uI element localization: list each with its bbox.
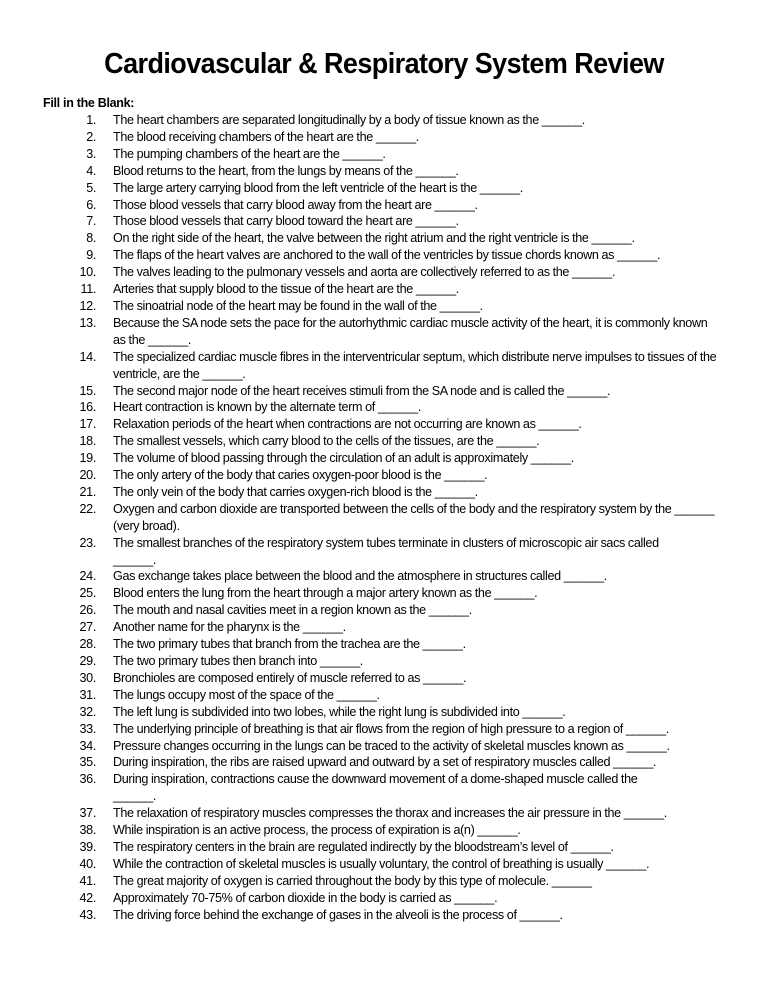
question-item <box>0 163 768 180</box>
question-item <box>0 822 768 839</box>
question-item <box>0 383 768 400</box>
question-item <box>0 687 768 704</box>
question-item <box>0 636 768 653</box>
question-item <box>0 501 768 535</box>
question-number: 16. <box>79 400 96 415</box>
question-item <box>0 433 768 450</box>
question-item <box>0 129 768 146</box>
question-item <box>0 670 768 687</box>
question-text: The driving force behind the exchange of gases in the alveoli is the process of ______. <box>113 907 563 922</box>
question-item <box>0 704 768 721</box>
question-number: 30. <box>79 670 96 685</box>
question-number: 40. <box>79 856 96 871</box>
question-number: 10. <box>79 265 96 280</box>
question-item <box>0 180 768 197</box>
question-number: 43. <box>79 907 96 922</box>
question-item <box>0 416 768 433</box>
question-item <box>0 805 768 822</box>
question-number: 14. <box>79 349 96 364</box>
question-item <box>0 315 768 349</box>
question-continuation: ______. <box>113 552 157 567</box>
question-number: 15. <box>79 383 96 398</box>
question-text: The volume of blood passing through the circulation of an adult is approximately ______. <box>113 451 574 466</box>
question-number: 39. <box>79 839 96 854</box>
question-text: The great majority of oxygen is carried throughout the body by this type of molecule. ______ <box>113 873 592 888</box>
question-text: Another name for the pharynx is the ______. <box>113 620 346 635</box>
question-number: 3. <box>86 146 96 161</box>
question-text: During inspiration, the ribs are raised upward and outward by a set of respiratory muscles called ______. <box>113 755 657 770</box>
question-text: The left lung is subdivided into two lobes, while the right lung is subdivided into ______. <box>113 704 566 719</box>
question-item <box>0 197 768 214</box>
question-item <box>0 873 768 890</box>
question-item <box>0 467 768 484</box>
question-item <box>0 721 768 738</box>
question-item <box>0 839 768 856</box>
question-text: The specialized cardiac muscle fibres in the interventricular septum, which distribute nerve impulses to tissues of the ventricle, are the ______. <box>113 349 717 381</box>
question-text: While inspiration is an active process, the process of expiration is a(n) ______. <box>113 823 521 838</box>
section-label: Fill in the Blank: <box>43 96 135 110</box>
question-text: The smallest branches of the respiratory system tubes terminate in clusters of microscopic air sacs called <box>113 535 659 550</box>
question-text: Arteries that supply blood to the tissue of the heart are the ______. <box>113 282 459 297</box>
question-item <box>0 281 768 298</box>
question-text: On the right side of the heart, the valve between the right atrium and the right ventricle is the ______. <box>113 231 635 246</box>
question-number: 1. <box>86 113 96 127</box>
question-item <box>0 653 768 670</box>
question-item <box>0 230 768 247</box>
question-number: 31. <box>79 687 96 702</box>
question-number: 17. <box>79 417 96 432</box>
question-item <box>0 247 768 264</box>
question-item <box>0 112 768 129</box>
question-number: 35. <box>79 755 96 770</box>
question-number: 27. <box>79 620 96 635</box>
question-number: 36. <box>79 772 96 787</box>
question-number: 23. <box>79 535 96 550</box>
question-item <box>0 754 768 771</box>
question-text: Heart contraction is known by the alternate term of ______. <box>113 400 421 415</box>
question-item <box>0 264 768 281</box>
question-item <box>0 298 768 315</box>
question-number: 12. <box>79 298 96 313</box>
question-number: 18. <box>79 434 96 449</box>
question-text: Oxygen and carbon dioxide are transported between the cells of the body and the respiratory system by the ______ (very broad). <box>113 501 715 533</box>
question-text: The mouth and nasal cavities meet in a region known as the ______. <box>113 603 472 618</box>
question-text: While the contraction of skeletal muscles is usually voluntary, the control of breathing is usually ______. <box>113 856 650 871</box>
question-text: Approximately 70-75% of carbon dioxide in the body is carried as ______. <box>113 890 498 905</box>
question-text: The respiratory centers in the brain are regulated indirectly by the bloodstream’s level of ______. <box>113 839 614 854</box>
question-number: 24. <box>79 569 96 584</box>
question-continuation: ______. <box>113 789 157 804</box>
question-number: 20. <box>79 468 96 483</box>
question-number: 13. <box>79 315 96 330</box>
question-text: Relaxation periods of the heart when contractions are not occurring are known as ______. <box>113 417 582 432</box>
question-item <box>0 450 768 467</box>
question-item <box>0 585 768 602</box>
question-number: 4. <box>86 163 96 178</box>
question-text: The large artery carrying blood from the left ventricle of the heart is the ______. <box>113 180 523 195</box>
question-text: The sinoatrial node of the heart may be found in the wall of the ______. <box>113 298 483 313</box>
question-item <box>0 738 768 755</box>
question-number: 6. <box>86 197 96 212</box>
question-text: The second major node of the heart receives stimuli from the SA node and is called the ______. <box>113 383 611 398</box>
question-text: The flaps of the heart valves are anchored to the wall of the ventricles by tissue chords known as ______. <box>113 248 661 263</box>
question-number: 29. <box>79 654 96 668</box>
question-number: 37. <box>79 806 96 821</box>
question-item <box>0 856 768 873</box>
question-text: The smallest vessels, which carry blood to the cells of the tissues, are the ______. <box>113 434 540 449</box>
question-text: The only vein of the body that carries oxygen-rich blood is the ______. <box>113 484 478 499</box>
question-text: Those blood vessels that carry blood toward the heart are ______. <box>113 214 459 229</box>
question-number: 9. <box>86 248 96 263</box>
question-number: 34. <box>79 738 96 753</box>
question-item <box>0 213 768 230</box>
question-number: 33. <box>79 721 96 736</box>
question-number: 28. <box>79 637 96 652</box>
question-text: Those blood vessels that carry blood away from the heart are ______. <box>113 197 478 212</box>
question-text: Blood enters the lung from the heart through a major artery known as the ______. <box>113 586 538 601</box>
question-item <box>0 484 768 501</box>
question-text: Blood returns to the heart, from the lungs by means of the ______. <box>113 163 459 178</box>
question-number: 25. <box>79 586 96 601</box>
question-item <box>0 602 768 619</box>
question-text: The lungs occupy most of the space of the ______. <box>113 687 380 702</box>
question-text: Pressure changes occurring in the lungs can be traced to the activity of skeletal muscles known as ______. <box>113 738 670 753</box>
page-title: Cardiovascular & Respiratory System Review <box>104 48 664 80</box>
question-number: 5. <box>86 180 96 195</box>
question-item <box>0 349 768 383</box>
question-item <box>0 619 768 636</box>
question-text: Because the SA node sets the pace for the autorhythmic cardiac muscle activity of the heart, it is commonly known as the ______. <box>113 315 708 347</box>
question-list <box>0 112 768 924</box>
question-text: The only artery of the body that caries oxygen-poor blood is the ______. <box>113 468 488 483</box>
question-text: Gas exchange takes place between the blood and the atmosphere in structures called ______. <box>113 569 607 584</box>
question-number: 41. <box>79 873 96 888</box>
question-item <box>0 399 768 416</box>
question-item <box>0 907 768 924</box>
question-number: 19. <box>79 451 96 466</box>
question-number: 32. <box>79 704 96 719</box>
question-number: 8. <box>86 231 96 246</box>
question-text: The heart chambers are separated longitudinally by a body of tissue known as the ______. <box>113 113 585 127</box>
question-text: The two primary tubes that branch from the trachea are the ______. <box>113 637 466 652</box>
question-number: 21. <box>79 484 96 499</box>
question-number: 38. <box>79 823 96 838</box>
question-text: The relaxation of respiratory muscles compresses the thorax and increases the air pressure in the ______. <box>113 806 667 821</box>
question-item <box>0 771 768 805</box>
question-text: Bronchioles are composed entirely of muscle referred to as ______. <box>113 670 467 685</box>
question-text: The two primary tubes then branch into ______. <box>113 654 363 668</box>
question-number: 22. <box>79 501 96 516</box>
question-item <box>0 146 768 163</box>
question-number: 42. <box>79 890 96 905</box>
question-item <box>0 568 768 585</box>
question-text: The pumping chambers of the heart are the ______. <box>113 146 386 161</box>
question-number: 7. <box>86 214 96 229</box>
question-text: The blood receiving chambers of the heart are the ______. <box>113 129 419 144</box>
question-number: 2. <box>86 129 96 144</box>
question-item <box>0 890 768 907</box>
question-number: 11. <box>80 282 96 297</box>
question-item <box>0 535 768 569</box>
question-text: The valves leading to the pulmonary vessels and aorta are collectively referred to as the ______. <box>113 265 616 280</box>
question-number: 26. <box>79 603 96 618</box>
question-text: The underlying principle of breathing is that air flows from the region of high pressure to a region of ______. <box>113 721 669 736</box>
question-text: During inspiration, contractions cause the downward movement of a dome-shaped muscle called the <box>113 772 638 787</box>
